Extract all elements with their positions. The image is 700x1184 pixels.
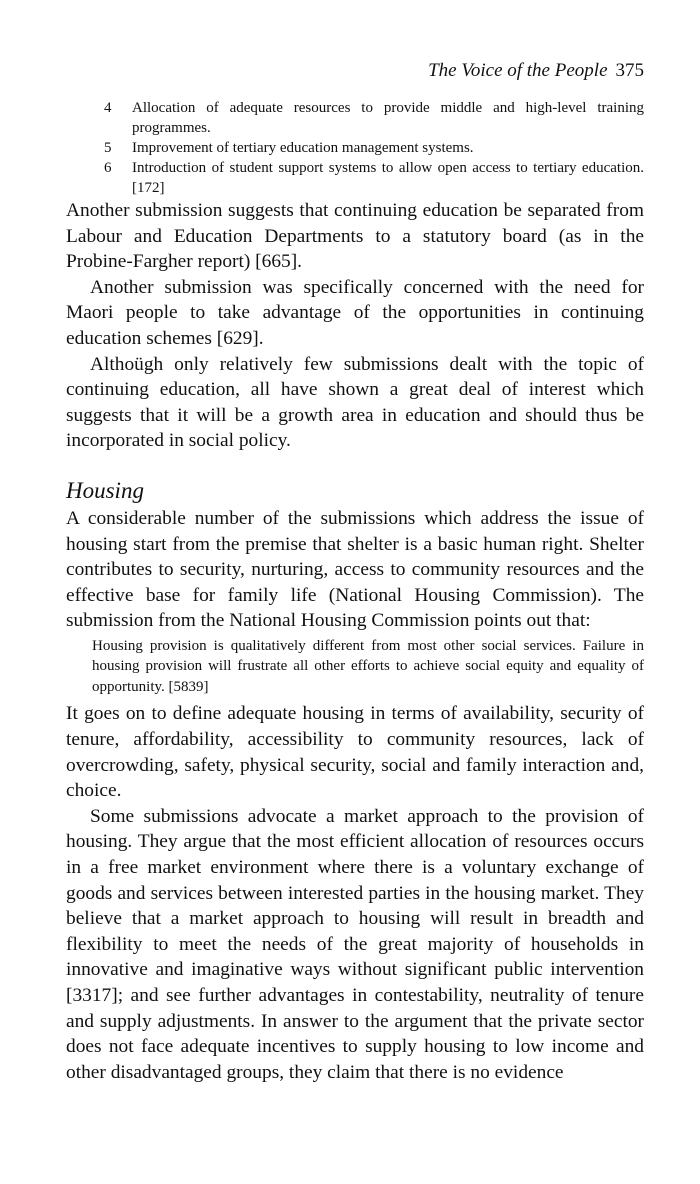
list-item xyxy=(66,138,644,158)
paragraph-housing-intro: A considerable number of the submissions which address the issue of housing start from the premise that shelter is a basic human right. Shelter contributes to security, nurturing, access to community resources and the effective base for family life (National Housing Commission). The submission from the National Housing Commission points out that: xyxy=(66,507,644,632)
list-item-number: 6 xyxy=(104,160,112,176)
list-item-text: Allocation of adequate resources to provide middle and high-level training programmes. xyxy=(132,100,644,136)
list-item-number: 4 xyxy=(104,100,112,116)
list-item-text: Introduction of student support systems to allow open access to tertiary education. [172] xyxy=(132,160,644,196)
running-head xyxy=(66,58,644,98)
numbered-list xyxy=(66,98,644,198)
paragraph-separate-board: Another submission suggests that continuing education be separated from Labour and Education Departments to a statutory board (as in the Probine-Fargher report) [665]. xyxy=(66,200,644,273)
list-item xyxy=(66,98,644,138)
paragraph-market-approach: Some submissions advocate a market approach to the provision of housing. They argue that the most efficient allocation of resources occurs in a free market environment where there is a voluntary exchange of goods and services between interested parties in the housing market. They believe that a market approach to housing will result in breadth and flexibility to meet the needs of the great majority of households in innovative and imaginative ways without significant public intervention [3317]; and see further advantages in contestability, neutrality of tenure and supply adjustments. In answer to the argument that the private sector does not face adequate incentives to supply housing to low income and other disadvantaged groups, they claim that there is no evidence xyxy=(66,805,644,1083)
block-quote: Housing provision is qualitatively different from most other social services. Failure in housing provision will frustrate all other efforts to achieve social equity and equality of opportunity. [5839] xyxy=(92,637,644,695)
page-number: 375 xyxy=(615,60,644,81)
book-page xyxy=(66,58,644,1085)
paragraph-maori-education: Another submission was specifically concerned with the need for Maori people to take advantage of the opportunities in continuing education schemes [629]. xyxy=(66,276,644,349)
list-item-number: 5 xyxy=(104,140,112,156)
paragraph-growth-area: Althoügh only relatively few submissions dealt with the topic of continuing education, all have shown a great deal of interest which suggests that it will be a growth area in education and should thus be incorporated in social policy. xyxy=(66,353,644,452)
running-head-title: The Voice of the People xyxy=(428,60,608,81)
list-item xyxy=(66,158,644,198)
paragraph-adequate-housing: It goes on to define adequate housing in terms of availability, security of tenure, affordability, accessibility to community resources, lack of overcrowding, safety, physical security, social and family interaction and, choice. xyxy=(66,703,644,802)
list-item-text: Improvement of tertiary education management systems. xyxy=(132,140,474,156)
section-heading-housing: Housing xyxy=(66,477,144,503)
